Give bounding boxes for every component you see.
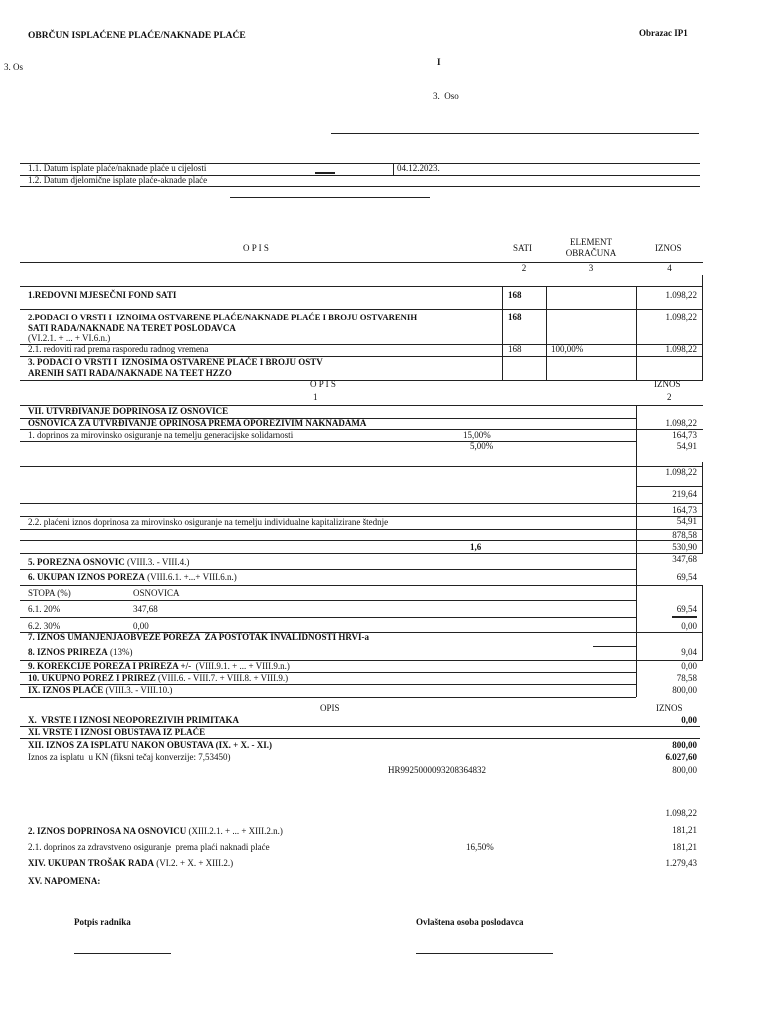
- column-number-element: 3: [588, 263, 594, 273]
- factor-amount: 530,90: [672, 542, 697, 552]
- employer-contrib-total-label-bold: 2. IZNOS DOPRINOSA NA OSNOVICU: [28, 826, 187, 836]
- factor-label: 1,6: [470, 542, 482, 552]
- table-rule: [20, 503, 703, 504]
- health-contrib-label: 2.1. doprinos za zdravstveno osiguranje prema plaći naknadi plaće: [28, 842, 270, 852]
- pension-ind-rate: 5,00%: [470, 441, 494, 451]
- table-rule: [230, 197, 430, 198]
- total-tax-amount: 69,54: [676, 572, 697, 582]
- payable-kn-amount: 6.027,60: [665, 752, 697, 762]
- contrib-base-amount: 1.098,22: [665, 418, 697, 428]
- pension-ind-amount: 54,91: [676, 441, 697, 451]
- payout-header-opis: OPIS: [320, 703, 340, 713]
- hours-header-sati: SATI: [513, 243, 533, 253]
- employer-contrib-total-amount: 181,21: [672, 825, 697, 835]
- total-tax-surtax-label-rest: (VIII.6. - VIII.7. + VIII.8. + VIII.9.): [158, 673, 289, 683]
- total-tax-surtax-label-bold: 10. UKUPNO POREZ I PRIREZ: [28, 673, 156, 683]
- table-rule: [20, 697, 636, 698]
- tax-base-amount: 347,68: [672, 554, 697, 564]
- table-rule: [20, 529, 703, 530]
- corrections-label: [28, 661, 290, 672]
- corrections-label-rest: (VIII.9.1. + ... + VIII.9.n.): [195, 661, 290, 671]
- contrib-column-number-1: 1: [313, 392, 318, 402]
- column-rule: [636, 405, 637, 697]
- employer-contrib-total-label-rest: (XIII.2.1. + ... + XIII.2.n.): [188, 826, 283, 836]
- disability-reduction-label: 7. IZNOS UMANJENJAOBVEZE POREZA ZA POSTOTAK INVALIDNOSTI HRVI-a: [28, 632, 369, 642]
- column-rule: [546, 286, 547, 380]
- employee-signature-label: Potpis radnika: [74, 917, 131, 927]
- income-amount: 878,58: [672, 530, 697, 540]
- payable-label: XII. IZNOS ZA ISPLATU NAKON OBUSTAVA (IX. + X. - XI.): [28, 740, 273, 750]
- column-rule: [702, 585, 703, 660]
- hours-header-element: ELEMENT: [570, 237, 612, 247]
- gross-total-amount: 1.098,22: [665, 467, 697, 477]
- employer-paid-hours: 168: [508, 312, 522, 322]
- labour-cost-label-rest: (VI.2. + X. + XIII.2.): [156, 858, 234, 868]
- labour-cost-amount: 1.279,43: [665, 858, 697, 868]
- account-amount: 800,00: [672, 765, 697, 775]
- note-label: XV. NAPOMENA:: [28, 876, 101, 886]
- pension-gen-label: 1. doprinos za mirovinsko osiguranje na temelju generacijske solidarnosti: [28, 430, 294, 440]
- table-rule: [20, 569, 636, 570]
- table-rule: [20, 617, 636, 618]
- regular-fund-amount: 1.098,22: [665, 290, 697, 300]
- payable-amount: 800,00: [672, 740, 697, 750]
- employer-label: 3. Oso: [433, 91, 459, 101]
- non-taxable-amount: 0,00: [681, 715, 697, 725]
- table-rule: [20, 738, 700, 739]
- net-pay-label: [28, 685, 172, 696]
- regular-work-hours: 168: [508, 344, 522, 354]
- column-number-sati: 2: [521, 263, 527, 273]
- table-rule: [636, 486, 703, 487]
- regular-work-label: 2.1. redoviti rad prema rasporedu radnog vremena: [28, 344, 209, 354]
- document-title: OBRČUN ISPLAĆENE PLAĆE/NAKNADE PLAĆE: [28, 31, 246, 41]
- surtax-amount: 9,04: [681, 647, 697, 657]
- column-rule: [636, 286, 637, 380]
- table-rule: [331, 133, 699, 134]
- tax-bracket-amount: 69,54: [676, 604, 697, 614]
- contrib-header-iznos: IZNOS: [654, 379, 681, 389]
- table-rule: [20, 286, 703, 287]
- column-rule: [502, 286, 503, 380]
- table-rule: [315, 172, 335, 174]
- table-rule: [20, 553, 703, 554]
- hzzo-paid-label-line1: 3. PODACI O VRSTI I IZNOSIMA OSTVARENE PLAĆE I BROJU OSTV: [28, 357, 323, 367]
- corrections-label-bold: 9. KOREKCIJE POREZA I PRIREZA +/-: [28, 661, 192, 671]
- total-tax-surtax-label: [28, 673, 288, 684]
- corrections-amount: 0,00: [681, 661, 697, 671]
- health-contrib-rate: 16,50%: [466, 842, 494, 852]
- tax-bracket-label: 6.1. 20%: [28, 604, 61, 614]
- partial-payment-date-label: 1.2. Datum djelomične isplate plaće-aknade plaće: [28, 175, 208, 185]
- total-tax-surtax-amount: 78,58: [676, 673, 697, 683]
- pension-gen-paid-amount: 164,73: [672, 505, 697, 515]
- contrib-header-opis: O P I S: [310, 379, 336, 389]
- contrib-total-amount: 219,64: [672, 489, 697, 499]
- table-rule: [20, 309, 703, 310]
- hzzo-paid-label-line2: ARENIH SATI RADA/NAKNADE NA TEET HZZO: [28, 368, 232, 378]
- employer-signature-label: Ovlaštena osoba poslodavca: [416, 917, 524, 927]
- table-rule: [20, 585, 703, 586]
- contrib-section-title: VII. UTVRĐIVANJE DOPRINOSA IZ OSNOVICE: [28, 406, 229, 416]
- tax-base-label-rest: (VIII.3. - VIII.4.): [127, 557, 190, 567]
- deductions-label: XI. VRSTE I IZNOSI OBUSTAVA IZ PLAĆE: [28, 727, 206, 737]
- section-marker: I: [437, 57, 441, 67]
- table-rule: [20, 441, 636, 442]
- tax-rate-header: STOPA (%): [28, 588, 71, 598]
- employer-paid-label-line3: (VI.2.1. + ... + VI.6.n.): [28, 333, 111, 343]
- table-rule: [593, 646, 636, 647]
- employer-signature-line: [416, 953, 553, 954]
- column-rule: [393, 163, 394, 175]
- tax-bracket-label: 6.2. 30%: [28, 621, 61, 631]
- employee-label: 3. Os: [4, 62, 24, 72]
- tax-bracket-base: 347,68: [133, 604, 158, 614]
- surtax-label-bold: 8. IZNOS PRIREZA: [28, 647, 108, 657]
- table-rule: [672, 616, 697, 618]
- hours-header-iznos: IZNOS: [655, 243, 682, 253]
- form-code: Obrazac IP1: [639, 28, 688, 38]
- column-number-iznos: 4: [667, 263, 672, 273]
- tax-bracket-amount: 0,00: [681, 621, 697, 631]
- pension-gen-amount: 164,73: [672, 430, 697, 440]
- employer-paid-label-line1: 2.PODACI O VRSTI I IZNOIMA OSTVARENE PLAĆE/NAKNADE PLAĆE I BROJU OSTVARENIH: [28, 312, 418, 322]
- column-rule: [702, 275, 703, 380]
- health-contrib-amount: 181,21: [672, 842, 697, 852]
- total-tax-label: [28, 572, 237, 583]
- total-tax-label-rest: (VIII.6.1. +...+ VIII.6.n.): [147, 572, 237, 582]
- full-payment-date-value: 04.12.2023.: [397, 163, 440, 173]
- tax-bracket-base: 0,00: [133, 621, 149, 631]
- table-rule: [20, 380, 703, 381]
- tax-base-label: [28, 557, 189, 568]
- hours-header-obracuna: OBRAČUNA: [565, 248, 617, 258]
- non-taxable-label: X. VRSTE I IZNOSI NEOPOREZIVIH PRIMITAKA: [28, 715, 239, 725]
- employer-contrib-total-label: [28, 826, 283, 837]
- surtax-label: [28, 647, 133, 658]
- hours-header-opis: O P I S: [243, 243, 269, 253]
- pension-ind-paid-label: 2.2. plaćeni iznos doprinosa za mirovinsko osiguranje na temelju individualne kapitalizirane štednje: [28, 517, 389, 527]
- account-iban: HR9925000093208364832: [388, 765, 487, 775]
- table-rule: [20, 540, 703, 541]
- labour-cost-label-bold: XIV. UKUPAN TROŠAK RADA: [28, 858, 155, 868]
- contrib-base-label: OSNOVICA ZA UTVRĐIVANJE OPRINOSA PREMA OPOREZIVIM NAKNADAMA: [28, 418, 367, 428]
- table-rule: [20, 466, 703, 467]
- tax-base-label-bold: 5. POREZNA OSNOVIC: [28, 557, 125, 567]
- payable-kn-label: Iznos za isplatu u KN (fiksni tečaj konverzije: 7,53450): [28, 752, 231, 762]
- contrib-column-number-2: 2: [667, 392, 672, 402]
- table-rule: [20, 186, 700, 187]
- payout-header-iznos: IZNOS: [656, 703, 683, 713]
- regular-work-element: 100,00%: [551, 344, 584, 354]
- net-pay-amount: 800,00: [672, 685, 697, 695]
- pension-gen-rate: 15,00%: [463, 430, 491, 440]
- full-payment-date-label: 1.1. Datum isplate plaće/naknade plaće u cijelosti: [28, 163, 207, 173]
- employer-paid-amount: 1.098,22: [665, 312, 697, 322]
- regular-fund-hours: 168: [508, 290, 522, 300]
- table-rule: [20, 600, 636, 601]
- labour-cost-label: [28, 858, 233, 869]
- tax-base-header: OSNOVICA: [133, 588, 180, 598]
- regular-work-amount: 1.098,22: [665, 344, 697, 354]
- employee-signature-line: [74, 953, 171, 954]
- net-pay-label-rest: (VIII.3. - VIII.10.): [105, 685, 173, 695]
- surtax-label-rest: (13%): [110, 647, 133, 657]
- regular-fund-label: 1.REDOVNI MJESEČNI FOND SATI: [28, 290, 177, 300]
- total-tax-label-bold: 6. UKUPAN IZNOS POREZA: [28, 572, 145, 582]
- pension-ind-paid-amount: 54,91: [676, 516, 697, 526]
- employer-paid-label-line2: SATI RADA/NAKNADE NA TERET POSLODAVCA: [28, 323, 236, 333]
- net-pay-label-bold: IX. IZNOS PLAĆE: [28, 685, 104, 695]
- employer-contrib-base-amount: 1.098,22: [665, 808, 697, 818]
